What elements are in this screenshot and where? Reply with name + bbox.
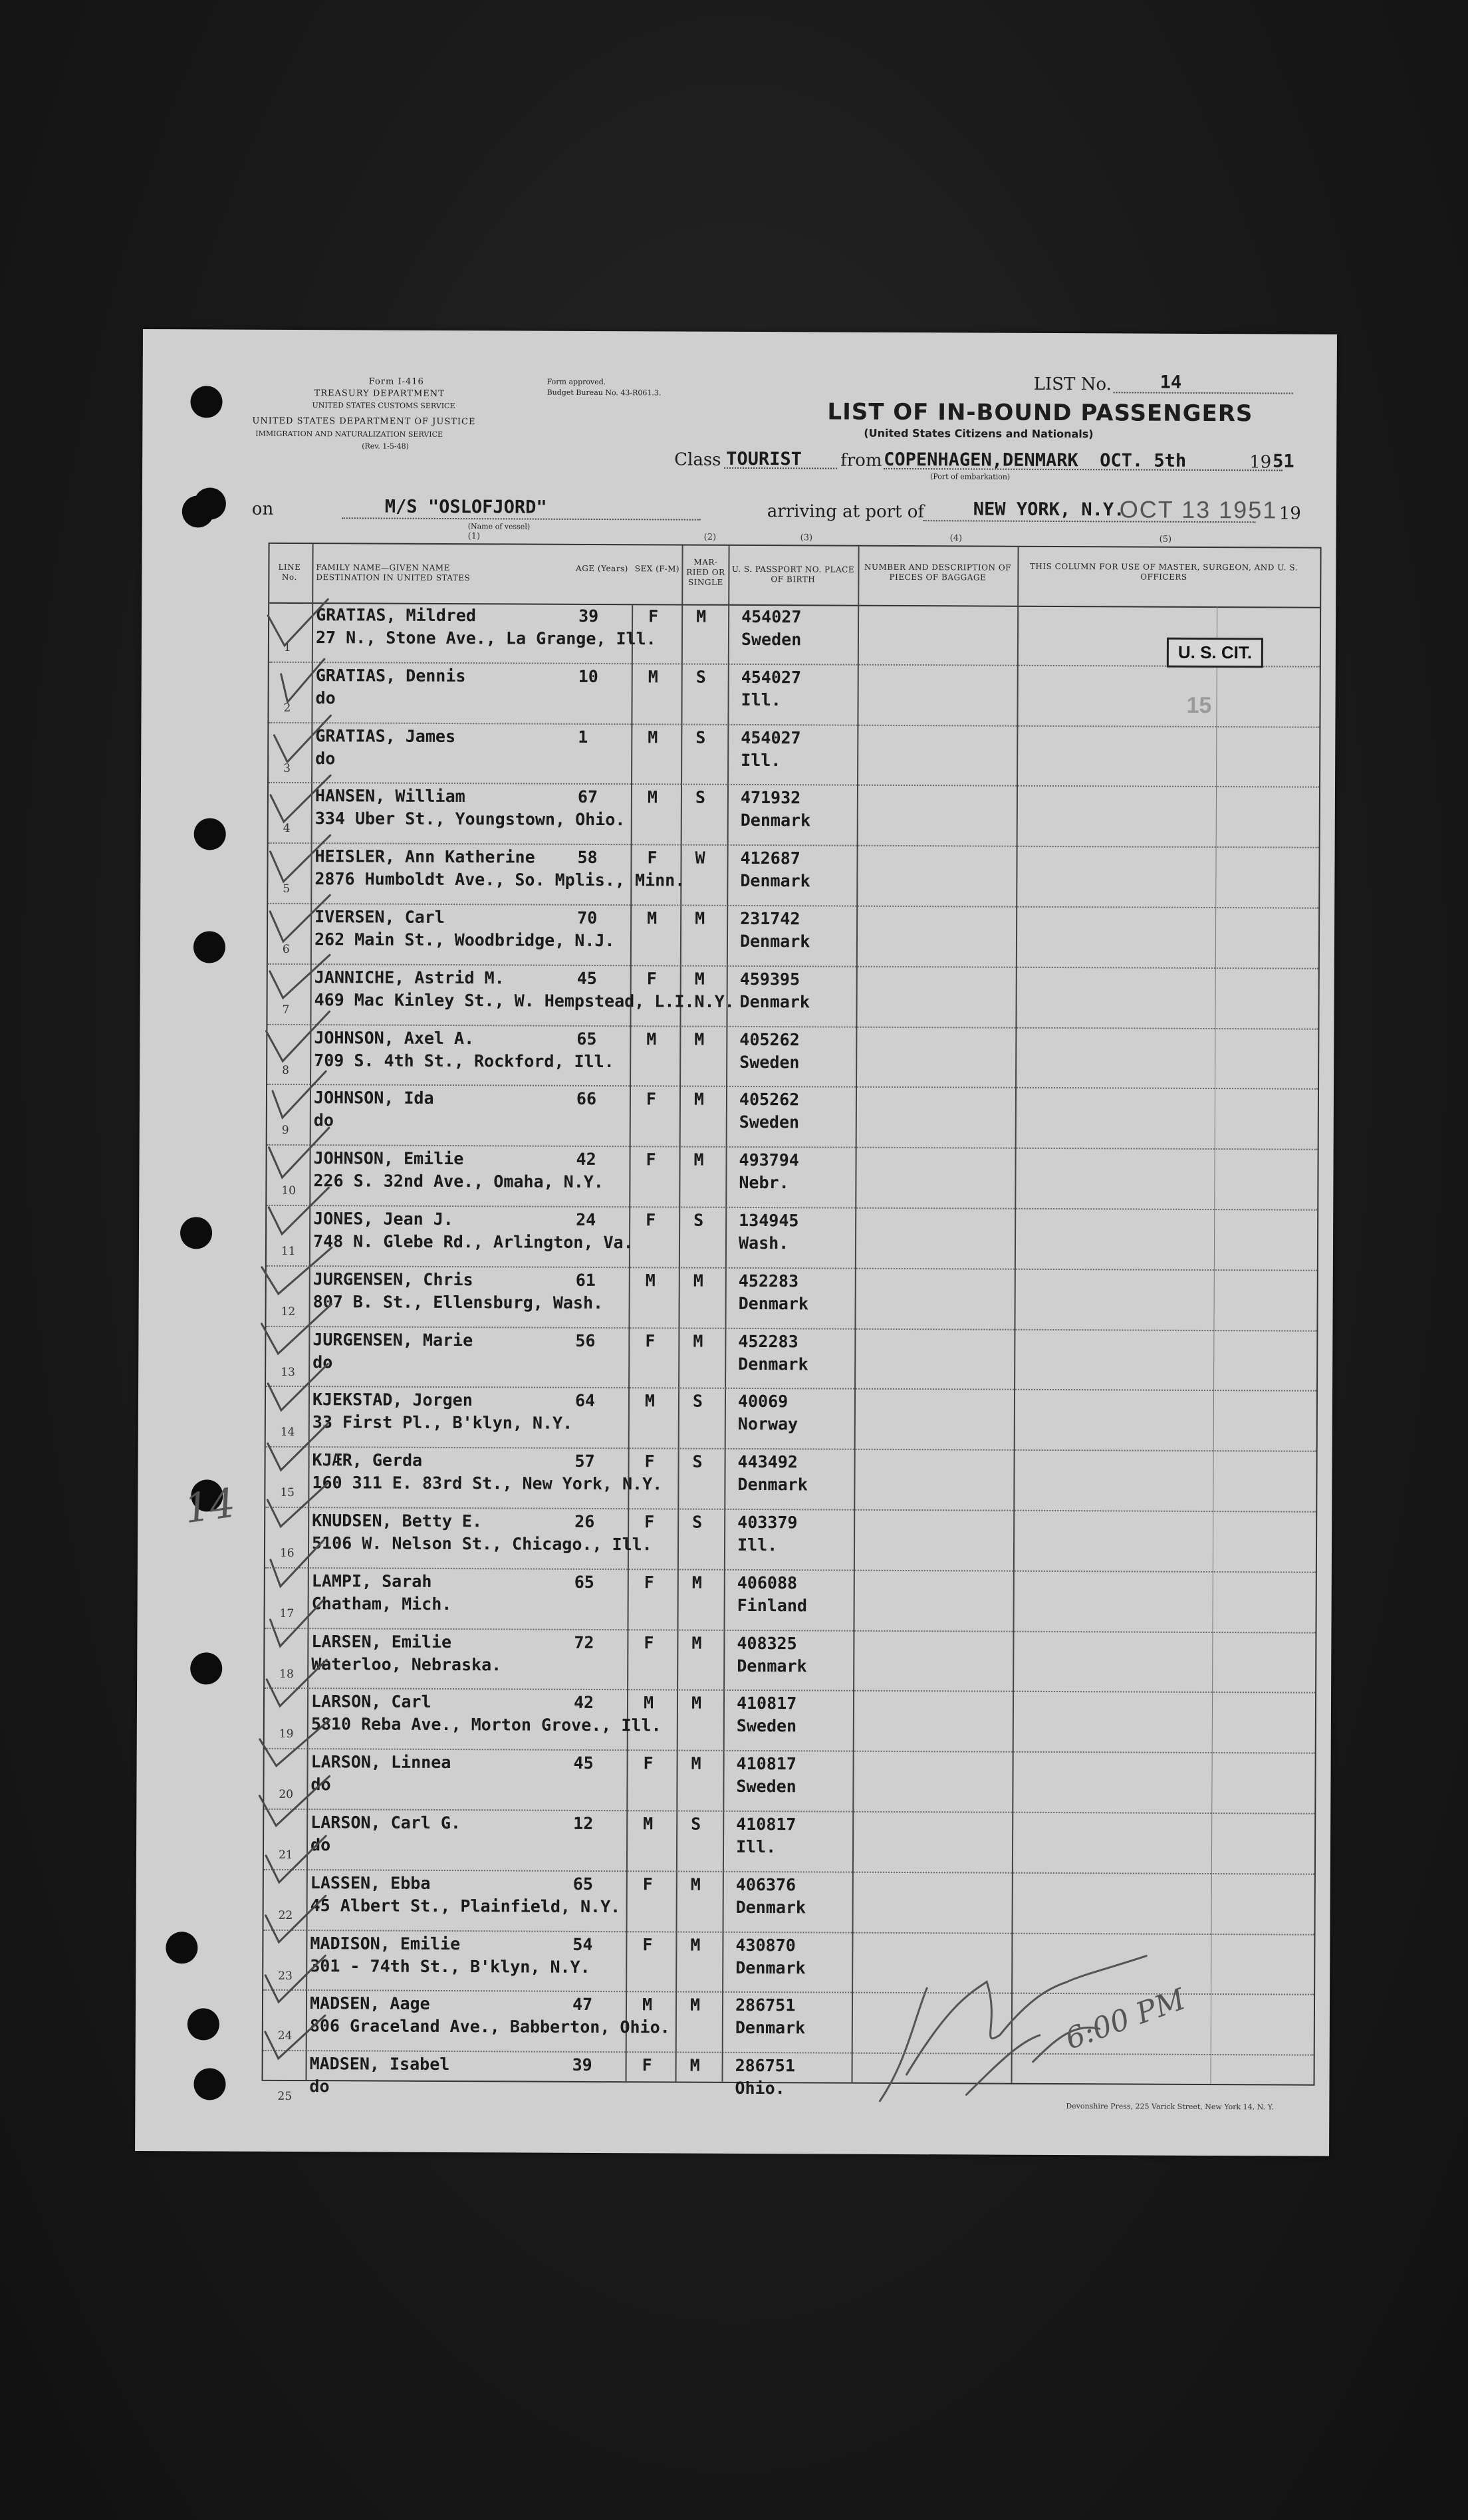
passenger-name: JONES, Jean J. — [313, 1209, 453, 1229]
table-row — [267, 1085, 1318, 1150]
passenger-name: LARSEN, Emilie — [311, 1631, 452, 1652]
arriving-label: arriving at port of — [767, 501, 925, 523]
arrival-date-stamp: OCT 13 1951 — [1119, 495, 1278, 524]
age: 56 — [575, 1330, 596, 1350]
passenger-name: HANSEN, William — [314, 786, 465, 807]
age: 39 — [578, 606, 599, 626]
col-name: FAMILY NAME—GIVEN NAME DESTINATION IN UNITED STATES — [316, 563, 471, 583]
table-row — [265, 1508, 1316, 1573]
passport-number: 134945 — [739, 1210, 799, 1231]
marital-status: M — [690, 1874, 701, 1894]
from-label: from — [840, 450, 882, 471]
marital-status: M — [691, 1753, 701, 1773]
age: 12 — [573, 1813, 594, 1833]
line-number: 5 — [283, 882, 291, 896]
passenger-name: GRATIAS, Mildred — [316, 605, 477, 626]
destination: Waterloo, Nebraska. — [311, 1654, 502, 1674]
sex: F — [646, 1089, 657, 1109]
line-number: 21 — [278, 1848, 293, 1862]
destination: 27 N., Stone Ave., La Grange, Ill. — [315, 628, 656, 649]
marital-status: M — [693, 1331, 703, 1351]
passport-number: 286751 — [735, 1995, 796, 2015]
passport-number: 412687 — [740, 848, 800, 868]
passenger-name: MADSEN, Aage — [309, 1993, 430, 2014]
col-age: AGE (Years) — [576, 563, 628, 574]
marital-status: S — [691, 1814, 701, 1834]
passenger-name: JOHNSON, Emilie — [313, 1148, 464, 1169]
age: 24 — [576, 1209, 596, 1229]
age: 47 — [572, 1995, 593, 2015]
sex: F — [646, 969, 657, 989]
passenger-name: KJÆR, Gerda — [312, 1450, 423, 1471]
line-number: 25 — [277, 2090, 293, 2104]
line-number: 8 — [282, 1063, 290, 1077]
line-number: 23 — [278, 1969, 293, 1983]
printer-footer: Devonshire Press, 225 Varick Street, New York 14, N. Y. — [1066, 2102, 1274, 2112]
from-port-value: COPENHAGEN,DENMARK — [884, 449, 1078, 471]
passenger-name: LARSON, Linnea — [310, 1752, 451, 1773]
check-marks — [248, 596, 341, 2086]
passport-number: 454027 — [741, 727, 801, 747]
arrival-port: NEW YORK, N.Y. — [973, 499, 1125, 521]
sex: F — [647, 848, 658, 868]
passport-number: 408325 — [737, 1633, 797, 1653]
sex: F — [644, 1451, 655, 1471]
sex: M — [647, 908, 658, 928]
revision-date: (Rev. 1-5-48) — [362, 441, 409, 451]
list-number-label: LIST No. — [1033, 374, 1112, 395]
birthplace: Sweden — [741, 629, 802, 650]
line-number: 6 — [282, 942, 290, 956]
col-number: (2) — [703, 532, 717, 543]
age: 61 — [575, 1270, 596, 1290]
sex: M — [648, 727, 658, 747]
passenger-name: MADISON, Emilie — [310, 1933, 461, 1953]
table-header — [269, 544, 1320, 608]
line-number: 22 — [278, 1908, 293, 1922]
marital-status: S — [695, 788, 706, 808]
passport-number: 454027 — [741, 667, 802, 688]
sex: F — [642, 1934, 653, 1954]
passport-number: 405262 — [739, 1090, 800, 1110]
margin-page-number: 14 — [181, 1479, 239, 1533]
birthplace: Wash. — [738, 1233, 789, 1253]
table-row — [266, 1326, 1316, 1392]
passport-number: 405262 — [739, 1029, 800, 1049]
sex: M — [643, 1693, 654, 1713]
age: 54 — [572, 1934, 593, 1954]
passenger-name: LASSEN, Ebba — [310, 1872, 431, 1893]
marital-status: W — [695, 848, 705, 868]
punch-hole — [187, 2008, 219, 2040]
table-row — [263, 1870, 1314, 1936]
punch-hole — [190, 1652, 222, 1684]
marital-status: S — [693, 1210, 704, 1230]
line-number: 13 — [281, 1365, 295, 1379]
marital-status: M — [695, 908, 705, 928]
justice-department: UNITED STATES DEPARTMENT OF JUSTICE — [252, 416, 476, 428]
birthplace: Denmark — [738, 1293, 809, 1314]
age: 72 — [574, 1632, 594, 1652]
document-subtitle: (United States Citizens and Nationals) — [864, 426, 1094, 441]
marital-status: M — [693, 1090, 705, 1110]
birthplace: Denmark — [735, 1897, 806, 1918]
destination: do — [315, 748, 336, 768]
destination: 160 311 E. 83rd St., New York, N.Y. — [312, 1473, 663, 1494]
birthplace: Denmark — [738, 1354, 808, 1374]
line-number: 24 — [277, 2029, 293, 2043]
age: 26 — [574, 1511, 595, 1531]
passenger-table — [262, 543, 1322, 2104]
passenger-name: GRATIAS, James — [315, 725, 456, 746]
passport-number: 430870 — [735, 1935, 796, 1955]
passenger-name: JOHNSON, Axel A. — [314, 1027, 475, 1048]
passport-number: 403379 — [737, 1512, 798, 1533]
passport-number: 406088 — [737, 1573, 798, 1593]
marital-status: M — [690, 1935, 701, 1955]
passenger-name: IVERSEN, Carl — [314, 907, 445, 927]
age: 64 — [574, 1391, 596, 1411]
punch-hole — [193, 2068, 225, 2100]
marital-status: S — [692, 1451, 703, 1471]
treasury-department: TREASURY DEPARTMENT — [314, 388, 445, 399]
birthplace: Ill. — [741, 690, 781, 709]
year-value: 51 — [1273, 451, 1294, 472]
birthplace: Denmark — [739, 931, 810, 951]
passenger-rows — [263, 602, 1320, 2115]
passport-number: 410817 — [736, 1754, 796, 1774]
col-baggage: NUMBER AND DESCRIPTION OF PIECES OF BAGGAGE — [864, 562, 1012, 582]
birthplace: Denmark — [735, 1957, 806, 1977]
destination: do — [310, 1775, 331, 1795]
inspector-signature — [866, 1942, 1239, 2129]
passport-number: 410817 — [736, 1694, 797, 1713]
line-number: 15 — [280, 1486, 295, 1500]
passenger-name: JURGENSEN, Marie — [312, 1329, 473, 1350]
col-officers: THIS COLUMN FOR USE OF MASTER, SURGEON, AND U. S. OFFICERS — [1029, 561, 1298, 582]
passenger-name: HEISLER, Ann Katherine — [314, 846, 535, 867]
marital-status: M — [689, 2055, 700, 2075]
destination: 748 N. Glebe Rd., Arlington, Va. — [312, 1231, 634, 1253]
table-row — [269, 723, 1319, 788]
class-value: TOURIST — [726, 448, 802, 470]
birthplace: Ill. — [735, 1836, 777, 1857]
table-row — [267, 1146, 1317, 1211]
form-approved: Form approved. — [547, 377, 606, 387]
sex: F — [644, 1512, 655, 1532]
age: 65 — [576, 1029, 597, 1049]
sex: F — [644, 1632, 654, 1652]
age: 42 — [573, 1693, 594, 1713]
birthplace: Sweden — [736, 1716, 797, 1736]
line-number: 1 — [283, 640, 291, 654]
line-number: 17 — [279, 1606, 295, 1620]
passenger-name: LARSON, Carl G. — [310, 1813, 461, 1833]
destination: do — [315, 688, 336, 708]
vessel-line — [342, 517, 701, 520]
marital-status: M — [693, 1271, 703, 1291]
departure-date: OCT. 5th — [1100, 450, 1187, 471]
table-row — [265, 1689, 1315, 1754]
document-title: LIST OF IN-BOUND PASSENGERS — [827, 398, 1253, 428]
birthplace: Denmark — [740, 871, 810, 891]
list-number-line — [1114, 392, 1293, 394]
marital-status: M — [691, 1693, 702, 1713]
age: 39 — [572, 2055, 592, 2075]
table-row — [269, 663, 1319, 728]
birthplace: Sweden — [739, 1052, 800, 1072]
destination: do — [312, 1352, 333, 1372]
passenger-name: KJEKSTAD, Jorgen — [312, 1390, 473, 1410]
passport-number: 406376 — [735, 1874, 796, 1895]
signature-time: 6:00 PM — [1060, 1982, 1190, 2057]
sex: M — [647, 787, 658, 807]
form-number: Form I-416 — [368, 376, 424, 387]
sex: M — [648, 667, 658, 687]
passenger-name: JURGENSEN, Chris — [312, 1269, 473, 1289]
table-row — [268, 904, 1318, 969]
birthplace: Sweden — [736, 1777, 796, 1797]
line-number: 7 — [282, 1003, 290, 1017]
birthplace: Ohio. — [735, 2079, 785, 2098]
marital-status: M — [694, 969, 705, 989]
passport-number: 40069 — [737, 1392, 789, 1412]
line-number: 14 — [280, 1426, 295, 1440]
line-number: 2 — [283, 701, 291, 715]
destination: do — [310, 1835, 331, 1855]
passport-number: 452283 — [738, 1331, 798, 1351]
line-number: 4 — [283, 822, 291, 836]
table-row — [265, 1569, 1315, 1634]
destination: 806 Graceland Ave., Babberton, Ohio. — [309, 2016, 670, 2037]
table-row — [266, 1387, 1316, 1452]
sex: F — [642, 2055, 652, 2075]
birthplace: Denmark — [735, 2018, 806, 2038]
line-number: 9 — [281, 1124, 289, 1138]
passenger-name: LAMPI, Sarah — [311, 1571, 432, 1591]
sex: F — [648, 606, 659, 626]
table-row — [265, 1628, 1315, 1694]
table-row — [267, 965, 1318, 1030]
passport-number: 410817 — [736, 1814, 796, 1834]
birthplace: Denmark — [737, 1475, 808, 1495]
arrival-year-prefix: 19 — [1279, 503, 1301, 524]
vessel-name: M/S "OSLOFJORD" — [384, 496, 547, 518]
age: 58 — [577, 848, 598, 868]
col-married: MAR-RIED OR SINGLE — [686, 557, 725, 587]
passenger-name: LARSON, Carl — [310, 1692, 431, 1712]
table-row — [264, 1749, 1314, 1815]
passport-number: 459395 — [739, 969, 800, 989]
budget-bureau: Budget Bureau No. 43-R061.3. — [547, 388, 662, 398]
customs-service: UNITED STATES CUSTOMS SERVICE — [312, 401, 455, 411]
destination: 5810 Reba Ave., Morton Grove., Ill. — [310, 1714, 662, 1735]
age: 1 — [578, 727, 588, 747]
line-number: 18 — [279, 1667, 294, 1681]
marital-status: S — [695, 667, 706, 687]
sex: F — [645, 1330, 656, 1350]
sex: F — [646, 1150, 656, 1170]
sex: M — [646, 1029, 657, 1049]
marital-status: S — [695, 727, 706, 747]
on-label: on — [251, 499, 274, 519]
table-row — [266, 1267, 1316, 1332]
destination: 807 B. St., Ellensburg, Wash. — [312, 1291, 604, 1313]
destination: 5106 W. Nelson St., Chicago., Ill. — [311, 1533, 652, 1555]
destination: 45 Albert St., Plainfield, N.Y. — [310, 1895, 621, 1916]
marital-status: M — [693, 1150, 704, 1170]
destination: 33 First Pl., B'klyn, N.Y. — [312, 1412, 573, 1434]
destination: 301 - 74th St., B'klyn, N.Y. — [310, 1955, 590, 1977]
year-prefix: 19 — [1249, 452, 1272, 473]
table-row — [269, 783, 1319, 848]
sex: F — [643, 1753, 654, 1773]
col-sex: SEX (F-M) — [634, 564, 680, 574]
age: 45 — [576, 968, 597, 988]
birthplace: Sweden — [739, 1112, 800, 1132]
ins-label: IMMIGRATION AND NATURALIZATION SERVICE — [255, 429, 443, 439]
passport-number: 286751 — [735, 2056, 795, 2076]
age: 45 — [573, 1753, 594, 1773]
birthplace: Denmark — [737, 1656, 807, 1676]
line-number: 10 — [281, 1184, 297, 1198]
birthplace: Nebr. — [739, 1173, 789, 1193]
age: 10 — [578, 666, 598, 686]
destination: 2876 Humboldt Ave., So. Mplis., Minn. — [314, 869, 685, 890]
officer-page-number: 15 — [1186, 692, 1212, 719]
birthplace: Denmark — [740, 811, 811, 830]
table-row — [264, 1810, 1314, 1875]
punch-hole — [180, 1217, 212, 1249]
table-row — [269, 602, 1320, 668]
line-number: 11 — [281, 1244, 296, 1258]
punch-hole — [194, 487, 226, 519]
table-row — [267, 1025, 1318, 1090]
col-number: (4) — [949, 533, 963, 544]
marital-status: M — [694, 1029, 705, 1049]
birthplace: Ill. — [737, 1535, 778, 1555]
destination: 709 S. 4th St., Rockford, Ill. — [314, 1050, 614, 1071]
table-row — [265, 1448, 1316, 1513]
line-number: 16 — [279, 1546, 295, 1560]
passenger-name: JOHNSON, Ida — [313, 1088, 434, 1108]
table-row — [268, 844, 1318, 909]
col-passport: U. S. PASSPORT NO. PLACE OF BIRTH — [731, 564, 855, 584]
destination: do — [313, 1110, 334, 1130]
birthplace: Norway — [737, 1414, 798, 1434]
col-number: (3) — [800, 533, 813, 543]
sex: F — [642, 1874, 653, 1894]
passport-number: 452283 — [738, 1271, 799, 1291]
destination: 226 S. 32nd Ave., Omaha, N.Y. — [313, 1171, 604, 1192]
passenger-name: GRATIAS, Dennis — [315, 665, 466, 686]
marital-status: S — [692, 1391, 703, 1412]
age: 65 — [572, 1874, 593, 1894]
line-number: 3 — [283, 761, 291, 775]
table-row — [267, 1206, 1317, 1271]
age: 67 — [577, 787, 598, 807]
sex: M — [642, 1995, 653, 2015]
passport-number: 493794 — [739, 1150, 799, 1170]
vessel-name-note: (Name of vessel) — [467, 522, 531, 531]
destination: 469 Mac Kinley St., W. Hempstead, L.I.N.Y. — [314, 989, 735, 1011]
line-number: 20 — [279, 1788, 294, 1802]
us-citizen-stamp: U. S. CIT. — [1167, 638, 1263, 668]
passport-number: 443492 — [737, 1452, 798, 1472]
passenger-name: KNUDSEN, Betty E. — [312, 1511, 483, 1531]
destination: 262 Main St., Woodbridge, N.J. — [314, 930, 615, 951]
passport-number: 471932 — [740, 788, 801, 808]
passenger-name: JANNICHE, Astrid M. — [314, 967, 505, 988]
sex: M — [644, 1391, 656, 1411]
line-number: 19 — [279, 1727, 294, 1741]
age: 70 — [577, 908, 598, 928]
age: 42 — [576, 1150, 596, 1170]
punch-hole — [166, 1932, 197, 1963]
col-line-no: LINE No. — [278, 562, 301, 582]
marital-status: M — [691, 1633, 702, 1653]
punch-hole — [190, 386, 222, 418]
sex: F — [646, 1210, 656, 1230]
sex: F — [644, 1573, 654, 1592]
passenger-name: MADSEN, Isabel — [309, 2054, 450, 2075]
marital-status: M — [689, 1995, 701, 2015]
age: 65 — [574, 1572, 594, 1592]
punch-hole — [194, 818, 226, 850]
sex: M — [645, 1271, 656, 1291]
class-label: Class — [674, 449, 721, 470]
age: 66 — [576, 1089, 597, 1109]
age: 57 — [574, 1451, 595, 1471]
destination: 334 Uber St., Youngstown, Ohio. — [314, 809, 626, 830]
birthplace: Denmark — [739, 991, 810, 1012]
line-number: 12 — [281, 1305, 296, 1319]
col-number: (5) — [1159, 534, 1172, 545]
col-number: (1) — [467, 531, 481, 542]
punch-hole — [193, 931, 225, 963]
passport-number: 454027 — [741, 606, 802, 627]
passport-number: 231742 — [740, 908, 800, 929]
birthplace: Ill. — [741, 750, 781, 770]
list-number-value: 14 — [1160, 372, 1182, 393]
marital-status: S — [692, 1512, 703, 1532]
sex: M — [643, 1814, 654, 1834]
destination: do — [309, 2077, 330, 2096]
marital-status: M — [691, 1573, 702, 1592]
destination: Chatham, Mich. — [311, 1593, 452, 1614]
birthplace: Finland — [737, 1595, 808, 1616]
port-embarkation-note: (Port of embarkation) — [930, 472, 1011, 481]
marital-status: M — [696, 606, 707, 626]
manifest-page — [135, 329, 1337, 2156]
